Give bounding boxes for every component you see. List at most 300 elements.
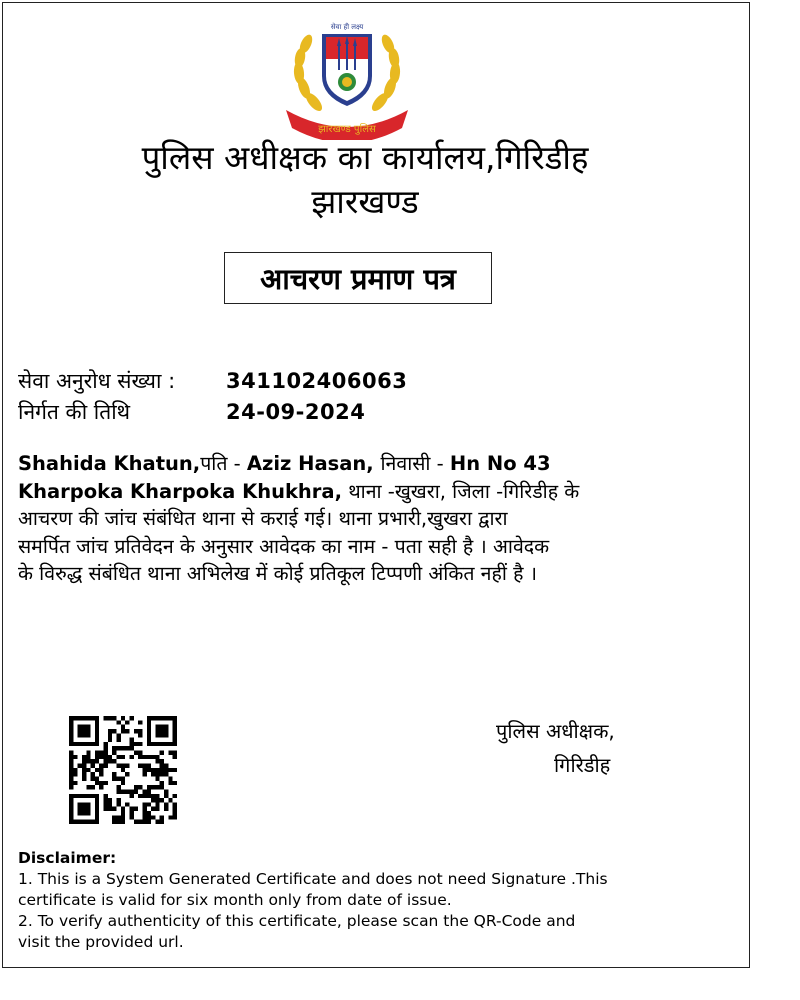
qr-module — [173, 802, 177, 806]
qr-module — [173, 781, 177, 785]
qr-module — [108, 802, 112, 806]
qr-module — [104, 802, 108, 806]
body-line-2 — [18, 478, 748, 506]
qr-module — [134, 751, 138, 755]
qr-module — [160, 759, 164, 763]
qr-module — [155, 729, 159, 733]
qr-module — [69, 798, 73, 802]
qr-module — [86, 755, 90, 759]
qr-module — [73, 781, 77, 785]
qr-module — [168, 815, 172, 819]
qr-module — [121, 811, 125, 815]
qr-module — [173, 755, 177, 759]
qr-module — [104, 764, 108, 768]
qr-module — [125, 720, 129, 724]
qr-module — [142, 802, 146, 806]
qr-module — [129, 794, 133, 798]
qr-module — [138, 729, 142, 733]
qr-module — [78, 729, 82, 733]
qr-module — [104, 751, 108, 755]
qr-module — [78, 807, 82, 811]
qr-module — [99, 764, 103, 768]
body-line-1 — [18, 450, 748, 478]
qr-module — [86, 716, 90, 720]
qr-module — [86, 811, 90, 815]
qr-module — [173, 720, 177, 724]
qr-module — [164, 716, 168, 720]
qr-module — [69, 716, 73, 720]
qr-module — [73, 794, 77, 798]
qr-module — [121, 781, 125, 785]
qr-module — [138, 751, 142, 755]
qr-module — [129, 738, 133, 742]
qr-module — [168, 751, 172, 755]
spouse-name: Aziz Hasan, — [246, 452, 381, 475]
qr-module — [129, 815, 133, 819]
qr-module — [108, 738, 112, 742]
qr-module — [151, 807, 155, 811]
qr-module — [147, 720, 151, 724]
qr-module — [155, 755, 159, 759]
qr-module — [112, 729, 116, 733]
qr-module — [112, 716, 116, 720]
qr-module — [86, 725, 90, 729]
qr-module — [91, 716, 95, 720]
qr-module — [138, 764, 142, 768]
qr-module — [155, 802, 159, 806]
qr-module — [78, 794, 82, 798]
qr-module — [129, 755, 133, 759]
qr-module — [69, 755, 73, 759]
certificate-meta — [18, 366, 407, 428]
qr-module — [142, 811, 146, 815]
disclaimer — [18, 848, 738, 953]
qr-module — [82, 764, 86, 768]
qr-module — [117, 815, 121, 819]
qr-module — [151, 798, 155, 802]
qr-module — [155, 794, 159, 798]
signature-place: गिरिडीह — [554, 753, 611, 777]
qr-module — [112, 772, 116, 776]
qr-module — [138, 742, 142, 746]
qr-module — [69, 811, 73, 815]
qr-module — [125, 789, 129, 793]
certificate-body — [18, 450, 748, 588]
qr-module — [164, 725, 168, 729]
qr-module — [173, 807, 177, 811]
qr-module — [86, 794, 90, 798]
qr-module — [125, 772, 129, 776]
qr-module — [95, 794, 99, 798]
qr-module — [69, 802, 73, 806]
qr-module — [138, 794, 142, 798]
issue-date-row — [18, 397, 407, 428]
qr-module — [95, 742, 99, 746]
qr-module — [155, 807, 159, 811]
qr-module — [121, 776, 125, 780]
disclaimer-item-2-line-1: 2. To verify authenticity of this certificate, please scan the QR-Code and — [18, 912, 576, 930]
qr-module — [86, 759, 90, 763]
qr-module — [95, 768, 99, 772]
qr-module — [142, 755, 146, 759]
qr-module — [147, 733, 151, 737]
qr-module — [78, 733, 82, 737]
certificate-title: आचरण प्रमाण पत्र — [224, 252, 492, 304]
qr-module — [112, 759, 116, 763]
qr-module — [138, 785, 142, 789]
qr-module — [173, 733, 177, 737]
qr-module — [104, 798, 108, 802]
qr-module — [78, 742, 82, 746]
qr-module — [91, 820, 95, 824]
qr-module — [173, 738, 177, 742]
qr-module — [95, 802, 99, 806]
qr-module — [82, 807, 86, 811]
qr-module — [155, 798, 159, 802]
qr-module — [125, 746, 129, 750]
qr-module — [82, 742, 86, 746]
qr-module — [95, 733, 99, 737]
issue-date-value: 24-09-2024 — [226, 400, 366, 424]
qr-module — [117, 746, 121, 750]
qr-module — [147, 815, 151, 819]
office-line-1: पुलिस अधीक्षक का कार्यालय,गिरिडीह — [141, 138, 589, 177]
qr-module — [108, 716, 112, 720]
qr-module — [86, 751, 90, 755]
qr-module — [117, 789, 121, 793]
qr-module — [69, 729, 73, 733]
qr-module — [147, 794, 151, 798]
qr-module — [104, 781, 108, 785]
qr-module — [104, 755, 108, 759]
body-line-5: के विरुद्ध संबंधित थाना अभिलेख में कोई प्रतिकूल टिप्पणी अंकित नहीं है । — [18, 562, 538, 585]
qr-module — [164, 789, 168, 793]
emblem-motto: सेवा ही लक्ष्य — [330, 23, 364, 31]
qr-module — [125, 802, 129, 806]
qr-module — [121, 789, 125, 793]
qr-module — [151, 772, 155, 776]
signature-block — [496, 714, 615, 782]
qr-module — [82, 733, 86, 737]
qr-module — [147, 764, 151, 768]
qr-module — [151, 785, 155, 789]
qr-module — [69, 772, 73, 776]
qr-module — [86, 768, 90, 772]
qr-module — [78, 802, 82, 806]
qr-module — [91, 772, 95, 776]
qr-module — [138, 733, 142, 737]
qr-module — [95, 811, 99, 815]
qr-module — [69, 794, 73, 798]
request-number-label: सेवा अनुरोध संख्या : — [18, 369, 176, 393]
disclaimer-item-1-line-1: 1. This is a System Generated Certificate and does not need Signature .This — [18, 870, 608, 888]
qr-module — [91, 776, 95, 780]
qr-module — [160, 742, 164, 746]
qr-module — [69, 720, 73, 724]
qr-module — [112, 751, 116, 755]
qr-module — [95, 820, 99, 824]
qr-module — [164, 794, 168, 798]
qr-module — [82, 772, 86, 776]
qr-module — [173, 811, 177, 815]
qr-module — [73, 755, 77, 759]
qr-module — [69, 785, 73, 789]
qr-module — [69, 759, 73, 763]
qr-module — [117, 764, 121, 768]
qr-module — [95, 755, 99, 759]
qr-module — [78, 811, 82, 815]
emblem-ribbon: झारखण्ड पुलिस — [318, 124, 376, 135]
qr-module — [95, 798, 99, 802]
qr-module — [160, 733, 164, 737]
qr-module — [134, 820, 138, 824]
qr-module — [117, 755, 121, 759]
qr-module — [155, 785, 159, 789]
qr-module — [86, 733, 90, 737]
qr-module — [91, 794, 95, 798]
qr-module — [121, 729, 125, 733]
qr-module — [108, 798, 112, 802]
qr-module — [91, 742, 95, 746]
qr-module — [104, 759, 108, 763]
request-number-row — [18, 366, 407, 397]
qr-module — [147, 768, 151, 772]
qr-module — [142, 768, 146, 772]
qr-module — [155, 733, 159, 737]
spouse-prefix: पति - — [200, 452, 247, 475]
qr-module — [95, 807, 99, 811]
qr-module — [155, 759, 159, 763]
qr-module — [151, 755, 155, 759]
qr-module — [173, 768, 177, 772]
qr-module — [168, 776, 172, 780]
qr-module — [112, 815, 116, 819]
qr-module — [99, 785, 103, 789]
qr-module — [173, 794, 177, 798]
qr-module — [108, 759, 112, 763]
qr-module — [69, 768, 73, 772]
qr-module — [117, 720, 121, 724]
qr-module — [138, 820, 142, 824]
qr-module — [69, 815, 73, 819]
qr-module — [108, 733, 112, 737]
qr-module — [147, 789, 151, 793]
qr-module — [82, 802, 86, 806]
qr-module — [164, 729, 168, 733]
qr-module — [82, 776, 86, 780]
qr-module — [142, 764, 146, 768]
qr-module — [117, 798, 121, 802]
address-part-1: Hn No 43 — [449, 452, 551, 475]
qr-module — [129, 716, 133, 720]
qr-module — [134, 729, 138, 733]
qr-module — [91, 785, 95, 789]
qr-module — [78, 820, 82, 824]
qr-module — [121, 820, 125, 824]
qr-module — [69, 738, 73, 742]
qr-module — [160, 764, 164, 768]
qr-module — [73, 772, 77, 776]
qr-module — [168, 768, 172, 772]
qr-module — [121, 746, 125, 750]
qr-module — [160, 772, 164, 776]
qr-module — [73, 768, 77, 772]
qr-module — [95, 729, 99, 733]
qr-module — [147, 729, 151, 733]
qr-module — [108, 755, 112, 759]
qr-module — [147, 738, 151, 742]
qr-module — [125, 764, 129, 768]
qr-module — [151, 815, 155, 819]
qr-module — [160, 768, 164, 772]
qr-module — [69, 733, 73, 737]
qr-module — [117, 802, 121, 806]
qr-module — [142, 772, 146, 776]
qr-module — [108, 807, 112, 811]
qr-module — [104, 807, 108, 811]
qr-module — [173, 716, 177, 720]
qr-module — [86, 820, 90, 824]
qr-module — [69, 764, 73, 768]
qr-module — [164, 764, 168, 768]
qr-module — [82, 820, 86, 824]
qr-module — [86, 807, 90, 811]
qr-module — [82, 794, 86, 798]
qr-module — [164, 772, 168, 776]
qr-module — [69, 742, 73, 746]
qr-module — [95, 776, 99, 780]
qr-module — [168, 798, 172, 802]
qr-module — [160, 820, 164, 824]
qr-module — [147, 725, 151, 729]
qr-module — [147, 820, 151, 824]
qr-module — [86, 742, 90, 746]
qr-module — [95, 759, 99, 763]
qr-module — [73, 716, 77, 720]
qr-module — [160, 751, 164, 755]
qr-module — [160, 725, 164, 729]
qr-module — [155, 725, 159, 729]
qr-module — [142, 794, 146, 798]
qr-module — [112, 776, 116, 780]
body-line-3: आचरण की जांच संबंधित थाना से कराई गई। थाना प्रभारी,खुखरा द्वारा — [18, 507, 508, 530]
qr-module — [104, 716, 108, 720]
qr-module — [151, 742, 155, 746]
qr-module — [125, 729, 129, 733]
qr-module — [69, 751, 73, 755]
request-number-value: 341102406063 — [226, 369, 408, 393]
address-part-2: Kharpoka Kharpoka Khukhra, — [18, 479, 342, 503]
qr-module — [134, 789, 138, 793]
qr-module — [73, 820, 77, 824]
qr-module — [147, 742, 151, 746]
qr-module — [129, 811, 133, 815]
qr-module — [129, 789, 133, 793]
qr-module — [121, 725, 125, 729]
qr-module — [69, 725, 73, 729]
qr-module — [82, 768, 86, 772]
qr-module — [95, 751, 99, 755]
qr-module — [112, 820, 116, 824]
qr-module — [121, 768, 125, 772]
disclaimer-item-1-line-2: certificate is valid for six month only from date of issue. — [18, 891, 452, 909]
qr-module — [155, 742, 159, 746]
qr-module — [164, 742, 168, 746]
qr-module — [121, 755, 125, 759]
qr-module — [142, 820, 146, 824]
qr-module — [112, 807, 116, 811]
qr-module — [164, 807, 168, 811]
qr-code-icon[interactable] — [68, 716, 178, 824]
qr-module — [168, 716, 172, 720]
qr-module — [69, 807, 73, 811]
qr-module — [160, 716, 164, 720]
qr-module — [147, 802, 151, 806]
office-title — [0, 136, 730, 224]
qr-module — [104, 746, 108, 750]
qr-module — [117, 820, 121, 824]
qr-module — [78, 716, 82, 720]
qr-module — [117, 738, 121, 742]
jharkhand-police-emblem-icon — [282, 18, 412, 140]
qr-module — [69, 820, 73, 824]
qr-module — [82, 755, 86, 759]
qr-module — [155, 772, 159, 776]
qr-module — [78, 725, 82, 729]
qr-module — [160, 729, 164, 733]
qr-module — [73, 742, 77, 746]
qr-module — [112, 746, 116, 750]
qr-module — [151, 794, 155, 798]
qr-module — [91, 764, 95, 768]
qr-module — [69, 781, 73, 785]
qr-module — [147, 716, 151, 720]
qr-module — [173, 751, 177, 755]
qr-module — [173, 815, 177, 819]
qr-module — [173, 729, 177, 733]
qr-module — [82, 716, 86, 720]
signature-title: पुलिस अधीक्षक, — [496, 719, 615, 743]
qr-module — [138, 720, 142, 724]
qr-module — [164, 802, 168, 806]
qr-module — [95, 716, 99, 720]
qr-module — [155, 776, 159, 780]
qr-module — [99, 768, 103, 772]
qr-module — [168, 742, 172, 746]
qr-module — [147, 811, 151, 815]
qr-module — [121, 807, 125, 811]
issue-date-label: निर्गत की तिथि — [18, 400, 131, 424]
qr-module — [160, 785, 164, 789]
qr-module — [147, 755, 151, 759]
qr-module — [129, 807, 133, 811]
qr-module — [117, 733, 121, 737]
body-line-2-rest: थाना -खुखरा, जिला -गिरिडीह के — [342, 479, 580, 503]
office-line-2: झारखण्ड — [311, 182, 419, 221]
qr-module — [99, 755, 103, 759]
qr-module — [99, 781, 103, 785]
qr-module — [134, 785, 138, 789]
residence-prefix: निवासी - — [380, 452, 450, 475]
qr-module — [151, 768, 155, 772]
body-line-4: समर्पित जांच प्रतिवेदन के अनुसार आवेदक का नाम - पता सही है । आवेदक — [18, 534, 550, 558]
qr-module — [121, 764, 125, 768]
qr-module — [82, 725, 86, 729]
qr-module — [121, 716, 125, 720]
qr-module — [147, 785, 151, 789]
qr-module — [82, 811, 86, 815]
qr-module — [82, 729, 86, 733]
